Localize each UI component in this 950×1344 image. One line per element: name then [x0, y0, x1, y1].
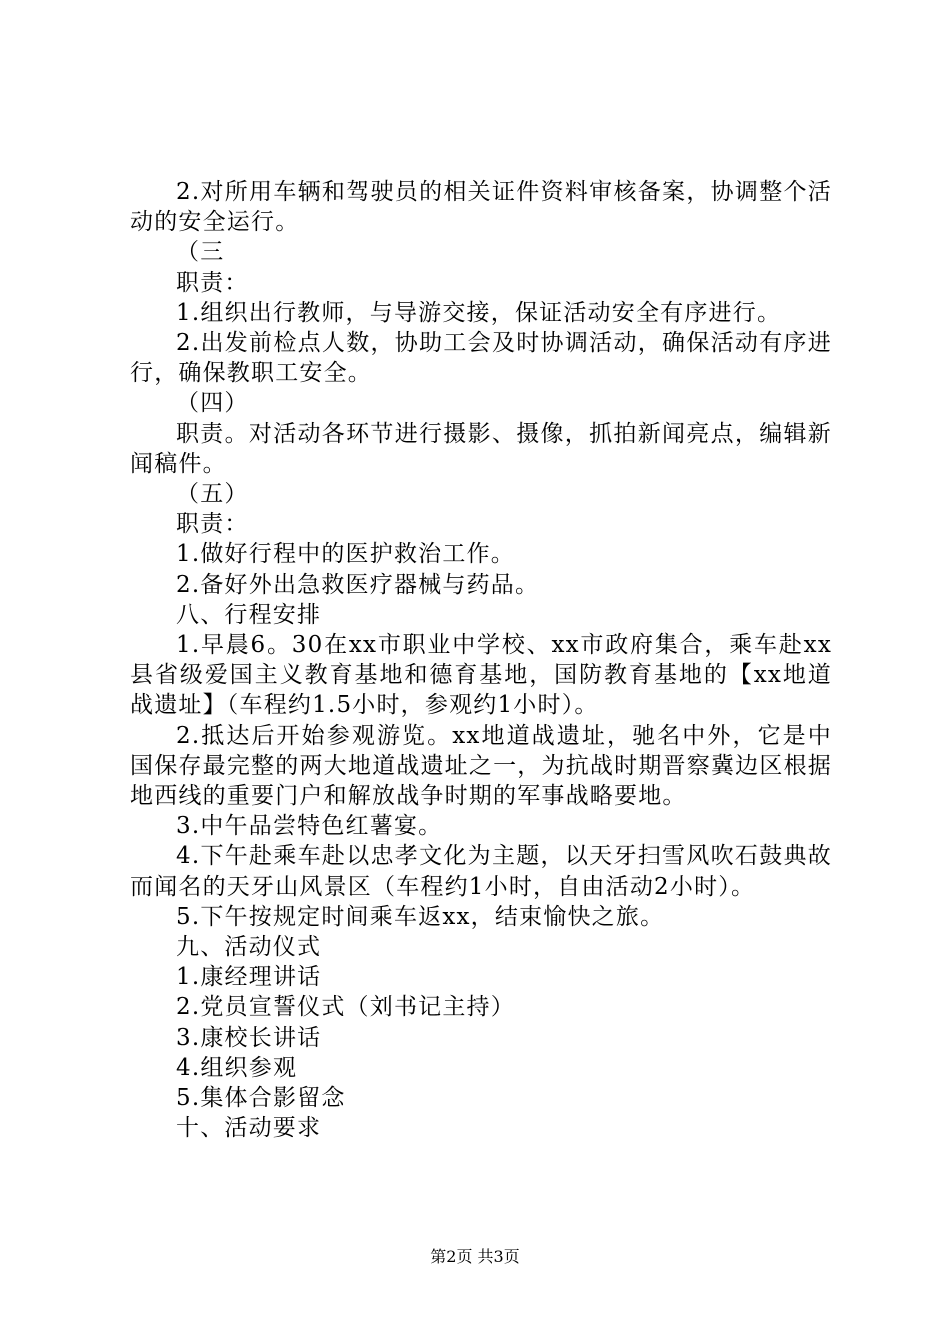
paragraph: 职责。对活动各环节进行摄影、摄像，抓拍新闻亮点，编辑新闻稿件。: [130, 420, 832, 477]
paragraph: 1.康经理讲话: [176, 964, 322, 991]
paragraph: 1.早晨6。30在xx市职业中学校、xx市政府集合，乘车赴xx县省级爱国主义教育基地和德育基地，国防教育基地的【xx地道战遗址】（车程约1.5小时，参观约1小时）。: [130, 632, 832, 719]
section-heading: 八、行程安排: [176, 601, 322, 628]
paragraph: 3.康校长讲话: [176, 1024, 322, 1051]
paragraph: 2.党员宣誓仪式（刘书记主持）: [176, 994, 515, 1021]
paragraph: 5.集体合影留念: [176, 1085, 346, 1112]
paragraph: 职责：: [176, 269, 249, 296]
section-heading: 十、活动要求: [176, 1115, 322, 1142]
document-body: [130, 177, 832, 1144]
section-heading: 九、活动仪式: [176, 934, 322, 961]
paragraph: 2.抵达后开始参观游览。xx地道战遗址，驰名中外，它是中国保存最完整的两大地道战遗址之一，为抗战时期晋察冀边区根据地西线的重要门户和解放战争时期的军事战略要地。: [130, 722, 832, 810]
paragraph: 4.组织参观: [176, 1054, 298, 1081]
paragraph: 2.出发前检点人数，协助工会及时协调活动，确保活动有序进行，确保教职工安全。: [130, 330, 832, 387]
page-footer: 第2页 共3页: [430, 1247, 520, 1266]
paragraph: 2.对所用车辆和驾驶员的相关证件资料审核备案，协调整个活动的安全运行。: [130, 179, 832, 236]
paragraph: 5.下午按规定时间乘车返xx，结束愉快之旅。: [176, 903, 665, 930]
paragraph: 3.中午品尝特色红薯宴。: [176, 813, 443, 840]
paragraph: 职责：: [176, 511, 249, 538]
paragraph: （三: [176, 239, 225, 266]
paragraph: 4.下午赴乘车赴以忠孝文化为主题，以天牙扫雪风吹石鼓典故而闻名的天牙山风景区（车程约1小时，自由活动2小时）。: [130, 843, 832, 900]
paragraph: 2.备好外出急救医疗器械与药品。: [176, 571, 540, 598]
paragraph: （五）: [176, 481, 249, 508]
paragraph: 1.组织出行教师，与导游交接，保证活动安全有序进行。: [176, 299, 782, 326]
paragraph: 1.做好行程中的医护救治工作。: [176, 541, 515, 568]
paragraph: （四）: [176, 390, 249, 417]
